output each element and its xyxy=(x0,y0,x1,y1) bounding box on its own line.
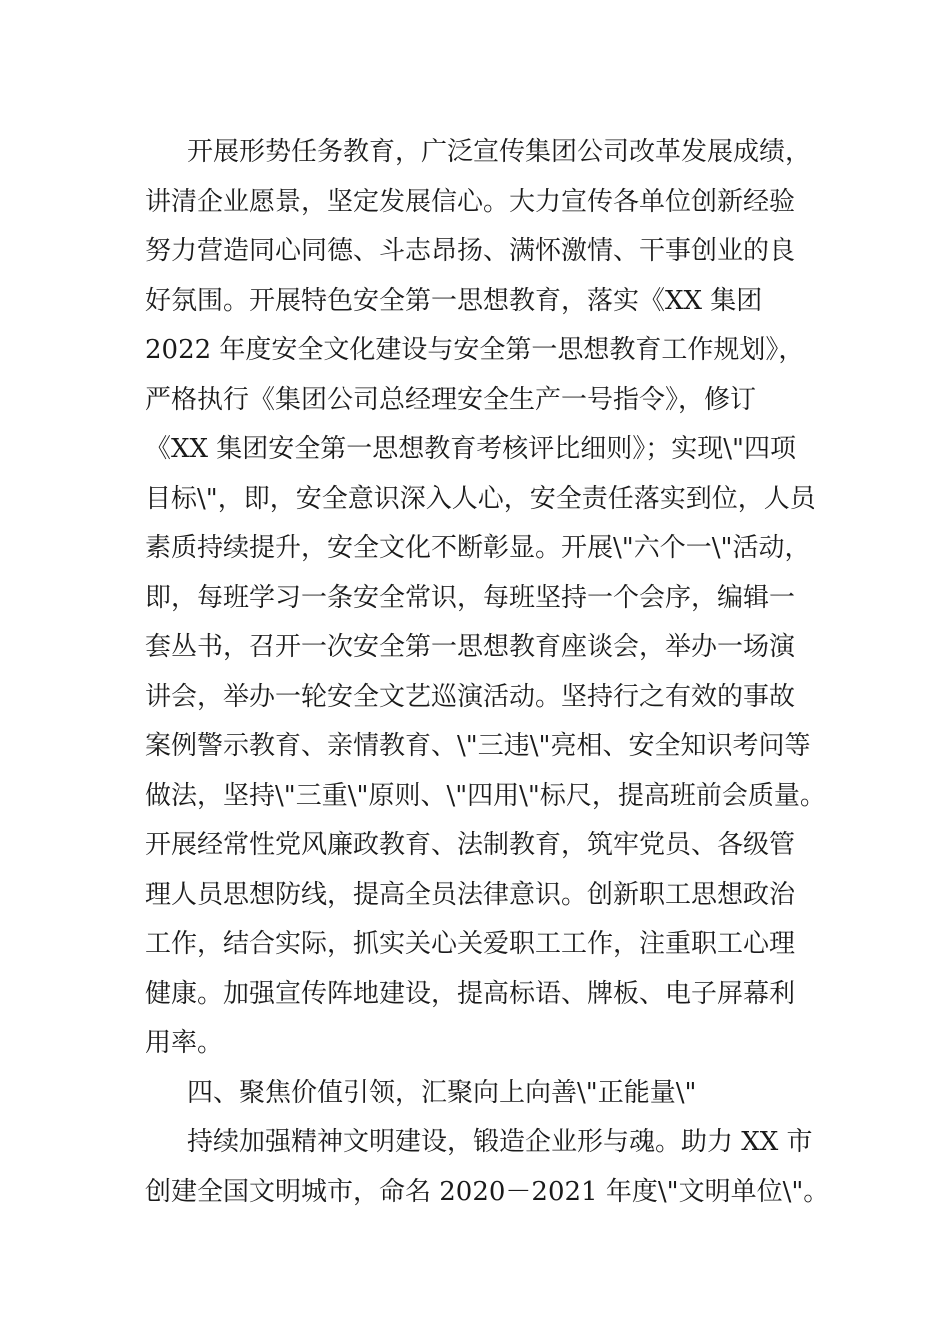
text-line: 严格执行《集团公司总经理安全生产一号指令》，修订 xyxy=(145,384,757,415)
text-line: 做法，坚持\"三重\"原则、\"四用\"标尺，提高班前会质量。 xyxy=(145,780,826,811)
text-line: 四、聚焦价值引领，汇聚向上向善\"正能量\" xyxy=(187,1077,697,1108)
text-line: 《XX 集团安全第一思想教育考核评比细则》；实现\"四项 xyxy=(145,434,797,464)
text-line: 2022 年度安全文化建设与安全第一思想教育工作规划》， xyxy=(145,335,805,365)
text-line: 案例警示教育、亲情教育、\"三违\"亮相、安全知识考问等 xyxy=(145,731,811,761)
text-line: 目标\"，即，安全意识深入人心，安全责任落实到位，人员 xyxy=(145,483,816,514)
text-line: 讲会，举办一轮安全文艺巡演活动。坚持行之有效的事故 xyxy=(145,681,796,712)
text-line: 即，每班学习一条安全常识，每班坚持一个会序，编辑一 xyxy=(145,582,796,613)
text-line: 讲清企业愿景，坚定发展信心。大力宣传各单位创新经验 xyxy=(145,186,796,217)
text-line: 努力营造同心同德、斗志昂扬、满怀激情、干事创业的良 xyxy=(145,236,796,266)
text-line: 创建全国文明城市，命名 2020－2021 年度\"文明单位\"。 xyxy=(145,1176,830,1207)
text-line: 工作，结合实际，抓实关心关爱职工工作，注重职工心理 xyxy=(145,929,796,959)
text-line: 理人员思想防线，提高全员法律意识。创新职工思想政治 xyxy=(145,879,796,910)
text-line: 健康。加强宣传阵地建设，提高标语、牌板、电子屏幕利 xyxy=(145,978,796,1009)
text-line: 素质持续提升，安全文化不断彰显。开展\"六个一\"活动， xyxy=(145,533,811,563)
document-body xyxy=(145,128,830,1217)
text-line: 好氛围。开展特色安全第一思想教育，落实《XX 集团 xyxy=(145,285,763,316)
text-line: 用率。 xyxy=(145,1028,224,1058)
text-line: 开展形势任务教育，广泛宣传集团公司改革发展成绩， xyxy=(187,137,812,167)
text-line: 套丛书，召开一次安全第一思想教育座谈会，举办一场演 xyxy=(145,632,796,662)
text-line: 开展经常性党风廉政教育、法制教育，筑牢党员、各级管 xyxy=(145,830,796,860)
text-line: 持续加强精神文明建设，锻造企业形与魂。助力 XX 市 xyxy=(187,1127,813,1157)
